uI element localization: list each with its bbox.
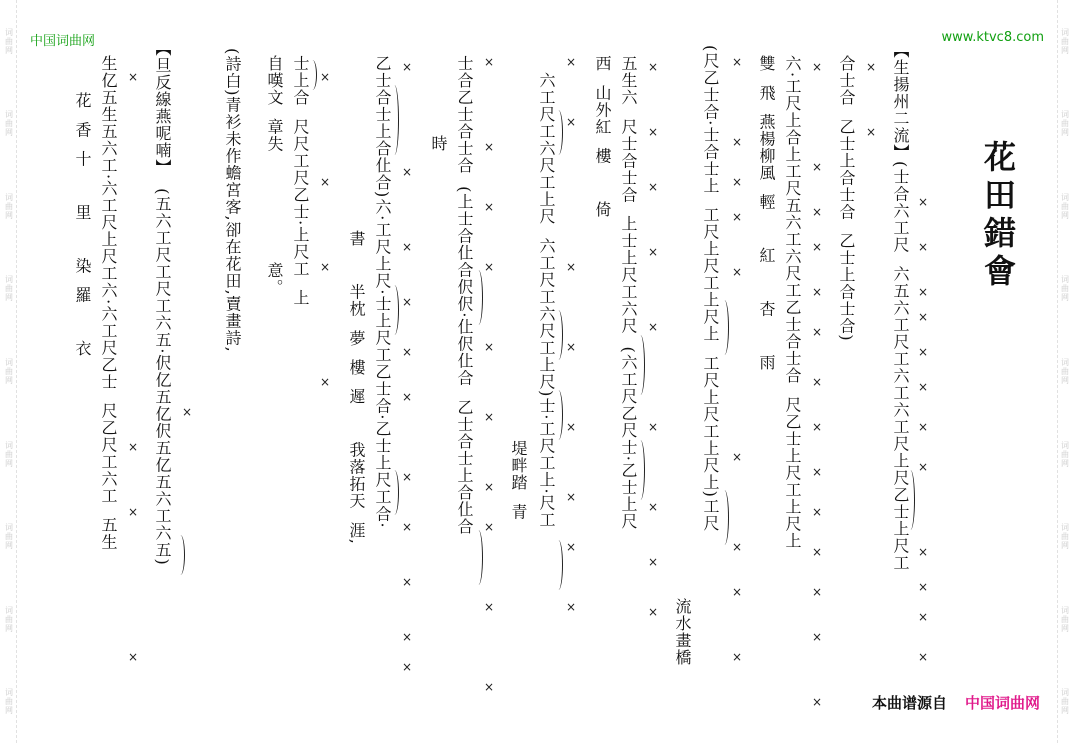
beat-mark: × [320, 175, 331, 189]
score-column: 合士合 乙士上合士合 乙士上合士合) [837, 55, 856, 342]
beat-mark: × [402, 520, 413, 534]
beat-mark: × [648, 125, 659, 139]
watermark-text: 词曲网 [1061, 688, 1069, 716]
beat-mark: × [484, 680, 495, 694]
beat-mark: × [402, 470, 413, 484]
beat-mark: × [732, 650, 743, 664]
beat-mark: × [918, 610, 929, 624]
beat-mark: × [918, 240, 929, 254]
lyric-column: 雙 飛 燕楊柳風 輕 紅 杏 雨 [757, 55, 776, 372]
watermark-text: 词曲网 [5, 110, 13, 138]
watermark-text: 词曲网 [5, 27, 13, 55]
source-brand: 中国词曲网 [964, 694, 1040, 712]
score-column: 六·工尺上合上工尺五六工六尺工乙士合士合 尺乙士上尺工上尺上 [783, 55, 802, 550]
spoken-verse-column: (詩白)青衫未作蟾宮客,卻在花田,賣畫詩, [223, 48, 242, 353]
beat-mark: × [732, 210, 743, 224]
beat-mark: × [732, 135, 743, 149]
watermark-text: 词曲网 [5, 523, 13, 551]
watermark-text: 词曲网 [5, 357, 13, 385]
watermark-text: 词曲网 [1061, 110, 1069, 138]
phrase-arc [554, 540, 563, 590]
beat-mark: × [320, 70, 331, 84]
phrase-arc [720, 300, 729, 355]
source-credit [872, 692, 1040, 713]
score-column: 乙士合士上合仩合)六·工尺上尺·士上尺工乙士合·乙士上尺工合· [373, 55, 392, 529]
beat-mark: × [648, 180, 659, 194]
site-name: 中国词曲网 [30, 34, 96, 49]
watermark-text: 词曲网 [1061, 275, 1069, 303]
beat-mark: × [648, 500, 659, 514]
phrase-arc [636, 440, 645, 500]
phrase-arc [554, 390, 563, 440]
lyric-column: 花 香 十 里 染 羅 衣 [73, 92, 92, 358]
beat-mark: × [866, 60, 877, 74]
beat-mark: × [812, 545, 823, 559]
beat-mark: × [566, 420, 577, 434]
beat-mark: × [648, 605, 659, 619]
beat-mark: × [484, 140, 495, 154]
score-column: 六工尺工六尺工上尺 六工尺工六尺工上尺)士·工尺工上·尺工 [537, 72, 556, 529]
score-column: 【生揚州二流】(士合六工尺 六五六工尺工六工六工尺上尺乙士上尺工 [891, 42, 910, 572]
beat-mark: × [182, 405, 193, 419]
beat-mark: × [918, 580, 929, 594]
beat-mark: × [566, 600, 577, 614]
beat-mark: × [812, 420, 823, 434]
beat-mark: × [918, 545, 929, 559]
lyric-column: 書 半枕 夢 樓 遲 我落拓天 涯, [347, 230, 366, 545]
beat-mark: × [402, 660, 413, 674]
beat-mark: × [812, 505, 823, 519]
beat-mark: × [812, 205, 823, 219]
beat-mark: × [402, 345, 413, 359]
phrase-arc [554, 110, 563, 155]
beat-mark: × [918, 380, 929, 394]
phrase-arc [390, 85, 399, 155]
beat-mark: × [918, 650, 929, 664]
beat-mark: × [484, 260, 495, 274]
beat-mark: × [484, 200, 495, 214]
beat-mark: × [812, 60, 823, 74]
watermark-text: 词曲网 [1061, 523, 1069, 551]
beat-mark: × [484, 410, 495, 424]
beat-mark: × [812, 630, 823, 644]
watermark-text: 词曲网 [5, 605, 13, 633]
score-column: 【旦反線燕呢喃】 (五六工尺工尺工六五·伬亿五亿伬五亿五六工六五) [153, 40, 172, 566]
watermark-text: 词曲网 [1061, 192, 1069, 220]
score-column: (尺乙士合·士合士上 工尺上尺工上尺上 工尺上尺工上尺上)工尺 [701, 45, 720, 532]
beat-mark: × [128, 440, 139, 454]
beat-mark: × [648, 60, 659, 74]
left-watermark-strip [2, 0, 17, 743]
lyric-column: 流水畫橋 [673, 598, 692, 666]
lyric-column: 西 山外紅 樓 倚 [593, 55, 612, 218]
phrase-arc [390, 470, 399, 515]
beat-mark: × [812, 695, 823, 709]
watermark-text: 词曲网 [1061, 357, 1069, 385]
beat-mark: × [484, 340, 495, 354]
phrase-arc [474, 270, 483, 325]
phrase-arc [308, 60, 317, 90]
beat-mark: × [566, 55, 577, 69]
beat-mark: × [402, 295, 413, 309]
lyric-column: 時 [429, 135, 448, 152]
beat-mark: × [402, 240, 413, 254]
watermark-text: 词曲网 [1061, 27, 1069, 55]
watermark-text: 词曲网 [5, 192, 13, 220]
lyric-column: 堤畔踏 青 [509, 440, 528, 521]
beat-mark: × [128, 70, 139, 84]
beat-mark: × [918, 195, 929, 209]
beat-mark: × [128, 650, 139, 664]
beat-mark: × [320, 375, 331, 389]
beat-mark: × [566, 260, 577, 274]
beat-mark: × [732, 450, 743, 464]
beat-mark: × [732, 265, 743, 279]
page-title: 花田錯會 [979, 140, 1017, 292]
beat-mark: × [732, 540, 743, 554]
beat-mark: × [648, 245, 659, 259]
beat-mark: × [484, 55, 495, 69]
phrase-arc [636, 335, 645, 395]
beat-mark: × [402, 60, 413, 74]
phrase-arc [176, 535, 185, 575]
lyric-column: 自嘆文 章失 意。 [265, 55, 284, 296]
beat-mark: × [484, 600, 495, 614]
beat-mark: × [484, 520, 495, 534]
beat-mark: × [812, 240, 823, 254]
beat-mark: × [566, 490, 577, 504]
beat-mark: × [918, 310, 929, 324]
phrase-arc [720, 490, 729, 545]
beat-mark: × [812, 160, 823, 174]
phrase-arc [906, 470, 915, 530]
beat-mark: × [566, 540, 577, 554]
watermark-text: 词曲网 [1061, 605, 1069, 633]
beat-mark: × [732, 585, 743, 599]
source-label: 本曲谱源自 [871, 694, 947, 712]
watermark-text: 词曲网 [5, 275, 13, 303]
beat-mark: × [484, 480, 495, 494]
beat-mark: × [812, 375, 823, 389]
beat-mark: × [128, 505, 139, 519]
beat-mark: × [566, 340, 577, 354]
site-url[interactable]: www.ktvc8.com [941, 30, 1044, 45]
beat-mark: × [320, 260, 331, 274]
beat-mark: × [812, 585, 823, 599]
beat-mark: × [918, 345, 929, 359]
score-column: 士上合 尺尺工尺乙士·上尺工 上 [291, 55, 310, 307]
beat-mark: × [648, 420, 659, 434]
beat-mark: × [918, 285, 929, 299]
beat-mark: × [566, 115, 577, 129]
beat-mark: × [812, 325, 823, 339]
beat-mark: × [918, 460, 929, 474]
beat-mark: × [648, 320, 659, 334]
beat-mark: × [732, 175, 743, 189]
watermark-text: 词曲网 [5, 688, 13, 716]
right-watermark-strip [1057, 0, 1072, 743]
phrase-arc [474, 530, 483, 585]
score-column: 五生六 尺士合士合 上士上尺工六尺 (六工尺乙尺士·乙士上尺 [619, 55, 638, 530]
beat-mark: × [918, 420, 929, 434]
phrase-arc [390, 285, 399, 335]
beat-mark: × [732, 55, 743, 69]
beat-mark: × [812, 465, 823, 479]
beat-mark: × [812, 285, 823, 299]
phrase-arc [554, 310, 563, 360]
beat-mark: × [402, 165, 413, 179]
watermark-text: 词曲网 [5, 440, 13, 468]
score-column: 生亿五生五六工·六工尺上尺工六·六工尺乙士 尺乙尺工六工 五生 [99, 55, 118, 551]
beat-mark: × [402, 630, 413, 644]
beat-mark: × [648, 555, 659, 569]
score-column: 士合乙士合士合 (上士合仩合伬伬·仩伬仩合 乙士合士上合仩合 [455, 55, 474, 535]
watermark-text: 词曲网 [1061, 440, 1069, 468]
beat-mark: × [866, 125, 877, 139]
beat-mark: × [402, 390, 413, 404]
beat-mark: × [402, 575, 413, 589]
